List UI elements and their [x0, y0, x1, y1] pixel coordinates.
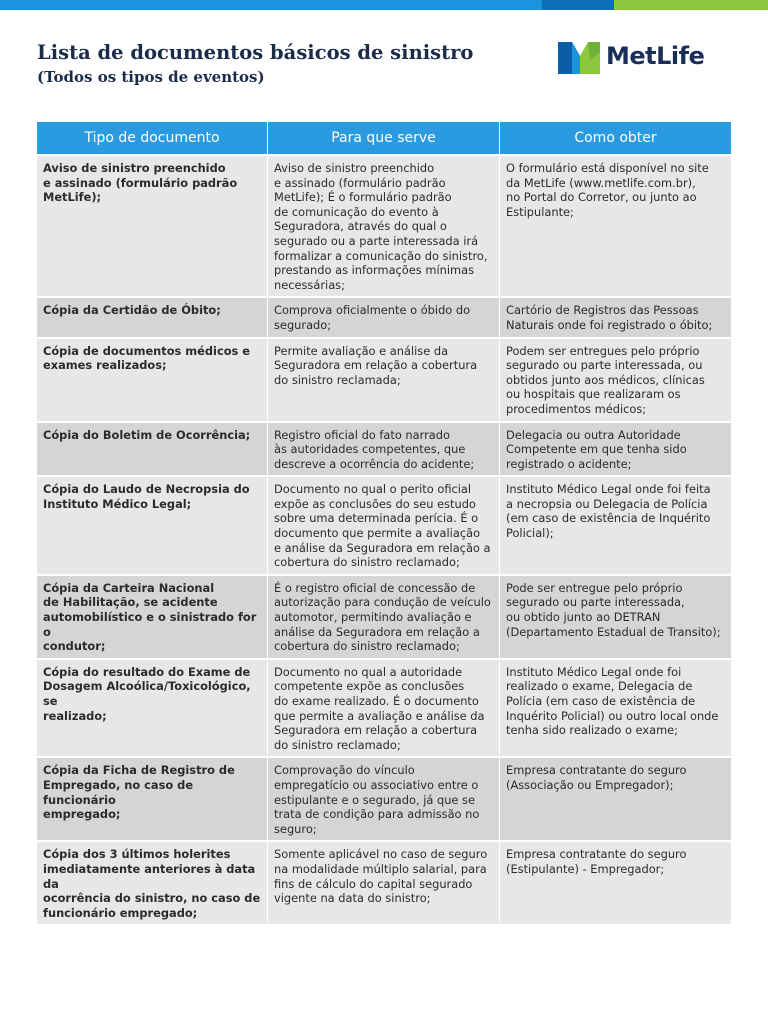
top-bar-segment-2 [180, 0, 542, 10]
table-row [37, 574, 731, 658]
cell-purpose: Comprovação do vínculo empregatício ou associativo entre o estipulante e o segurado, já que se trata de condição para admissão no seguro; [268, 758, 500, 840]
cell-document-type: Cópia do resultado do Exame de Dosagem Alcoólica/Toxicológico, se realizado; [37, 660, 268, 757]
cell-document-type: Cópia da Certidão de Óbito; [37, 298, 268, 336]
cell-document-type: Cópia da Ficha de Registro de Empregado, no caso de funcionário empregado; [37, 758, 268, 840]
logo-text: MetLife [606, 42, 705, 70]
top-bar-segment-3 [542, 0, 614, 10]
table-row [37, 296, 731, 336]
cell-document-type: Cópia do Boletim de Ocorrência; [37, 423, 268, 476]
cell-document-type: Cópia de documentos médicos e exames realizados; [37, 339, 268, 421]
cell-purpose: Aviso de sinistro preenchido e assinado (formulário padrão MetLife); É o formulário padrão de comunicação do evento à Seguradora, através do qual o segurado ou a parte interessada irá formalizar a comunicação do sinistro, prestando as informações mínimas necessárias; [268, 156, 500, 296]
table-row [37, 337, 731, 421]
cell-purpose: Registro oficial do fato narrado às autoridades competentes, que descreve a ocorrência do acidente; [268, 423, 500, 476]
metlife-m-icon [558, 38, 600, 74]
table-body [37, 154, 731, 924]
table-header [37, 122, 731, 154]
top-bar-segment-4 [614, 0, 768, 10]
table-row [37, 475, 731, 574]
column-header-document-type: Tipo de documento [37, 122, 268, 154]
cell-document-type: Aviso de sinistro preenchido e assinado (formulário padrão MetLife); [37, 156, 268, 296]
table-row [37, 421, 731, 476]
top-bar-segment-1 [0, 0, 180, 10]
cell-how-to-obtain: Instituto Médico Legal onde foi realizado o exame, Delegacia de Polícia (em caso de existência de Inquérito Policial) ou outro local onde tenha sido realizado o exame; [506, 664, 719, 738]
cell-purpose: Documento no qual a autoridade competente expõe as conclusões do exame realizado. É o documento que permite a avaliação e análise da Seguradora em relação a cobertura do sinistro reclamado; [268, 660, 500, 757]
page-subtitle: (Todos os tipos de eventos) [37, 68, 265, 86]
cell-purpose: É o registro oficial de concessão de autorização para condução de veículo automotor, permitindo avaliação e análise da Seguradora em relação a cobertura do sinistro reclamado; [268, 576, 500, 658]
top-color-bar [0, 0, 768, 10]
cell-how-to-obtain: O formulário está disponível no site da MetLife (www.metlife.com.br), no Portal do Corretor, ou junto ao Estipulante; [506, 161, 709, 219]
cell-how-to-obtain: Instituto Médico Legal onde foi feita a necropsia ou Delegacia de Polícia (em caso de existência de Inquérito Policial); [506, 482, 711, 541]
cell-how-to-obtain: Empresa contratante do seguro (Associação ou Empregador); [506, 763, 687, 792]
table-row [37, 154, 731, 296]
cell-how-to-obtain: Podem ser entregues pelo próprio segurado ou parte interessada, ou obtidos junto aos médicos, clínicas ou hospitais que realizaram os procedimentos médicos; [506, 343, 705, 416]
table-row [37, 840, 731, 924]
metlife-logo [558, 38, 704, 74]
table-row [37, 756, 731, 840]
cell-document-type: Cópia dos 3 últimos holerites imediatamente anteriores à data da ocorrência do sinistro, no caso de funcionário empregado; [37, 842, 268, 924]
cell-purpose: Permite avaliação e análise da Seguradora em relação a cobertura do sinistro reclamada; [268, 339, 500, 421]
cell-document-type: Cópia do Laudo de Necropsia do Instituto Médico Legal; [37, 477, 268, 574]
column-header-how-to-obtain: Como obter [500, 122, 731, 154]
page-title: Lista de documentos básicos de sinistro [37, 41, 474, 64]
cell-purpose: Documento no qual o perito oficial expõe as conclusões do seu estudo sobre uma determinada perícia. É o documento que permite a avaliação e análise da Seguradora em relação a cobertura do sinistro reclamado; [268, 477, 500, 574]
document-header [37, 40, 537, 88]
documents-table [37, 122, 731, 924]
cell-how-to-obtain: Delegacia ou outra Autoridade Competente em que tenha sido registrado o acidente; [506, 427, 687, 471]
cell-purpose: Somente aplicável no caso de seguro na modalidade múltiplo salarial, para fins de cálculo do capital segurado vigente na data do sinistro; [268, 842, 500, 924]
cell-how-to-obtain: Empresa contratante do seguro (Estipulante) - Empregador; [506, 847, 687, 876]
cell-purpose: Comprova oficialmente o óbido do segurado; [268, 298, 500, 336]
column-header-purpose: Para que serve [268, 122, 500, 154]
table-row [37, 658, 731, 757]
cell-how-to-obtain: Cartório de Registros das Pessoas Naturais onde foi registrado o óbito; [506, 303, 713, 332]
cell-how-to-obtain: Pode ser entregue pelo próprio segurado ou parte interessada, ou obtido junto ao DETRAN (Departamento Estadual de Transito); [506, 580, 721, 639]
cell-document-type: Cópia da Carteira Nacional de Habilitação, se acidente automobilístico e o sinistrado for o condutor; [37, 576, 268, 658]
